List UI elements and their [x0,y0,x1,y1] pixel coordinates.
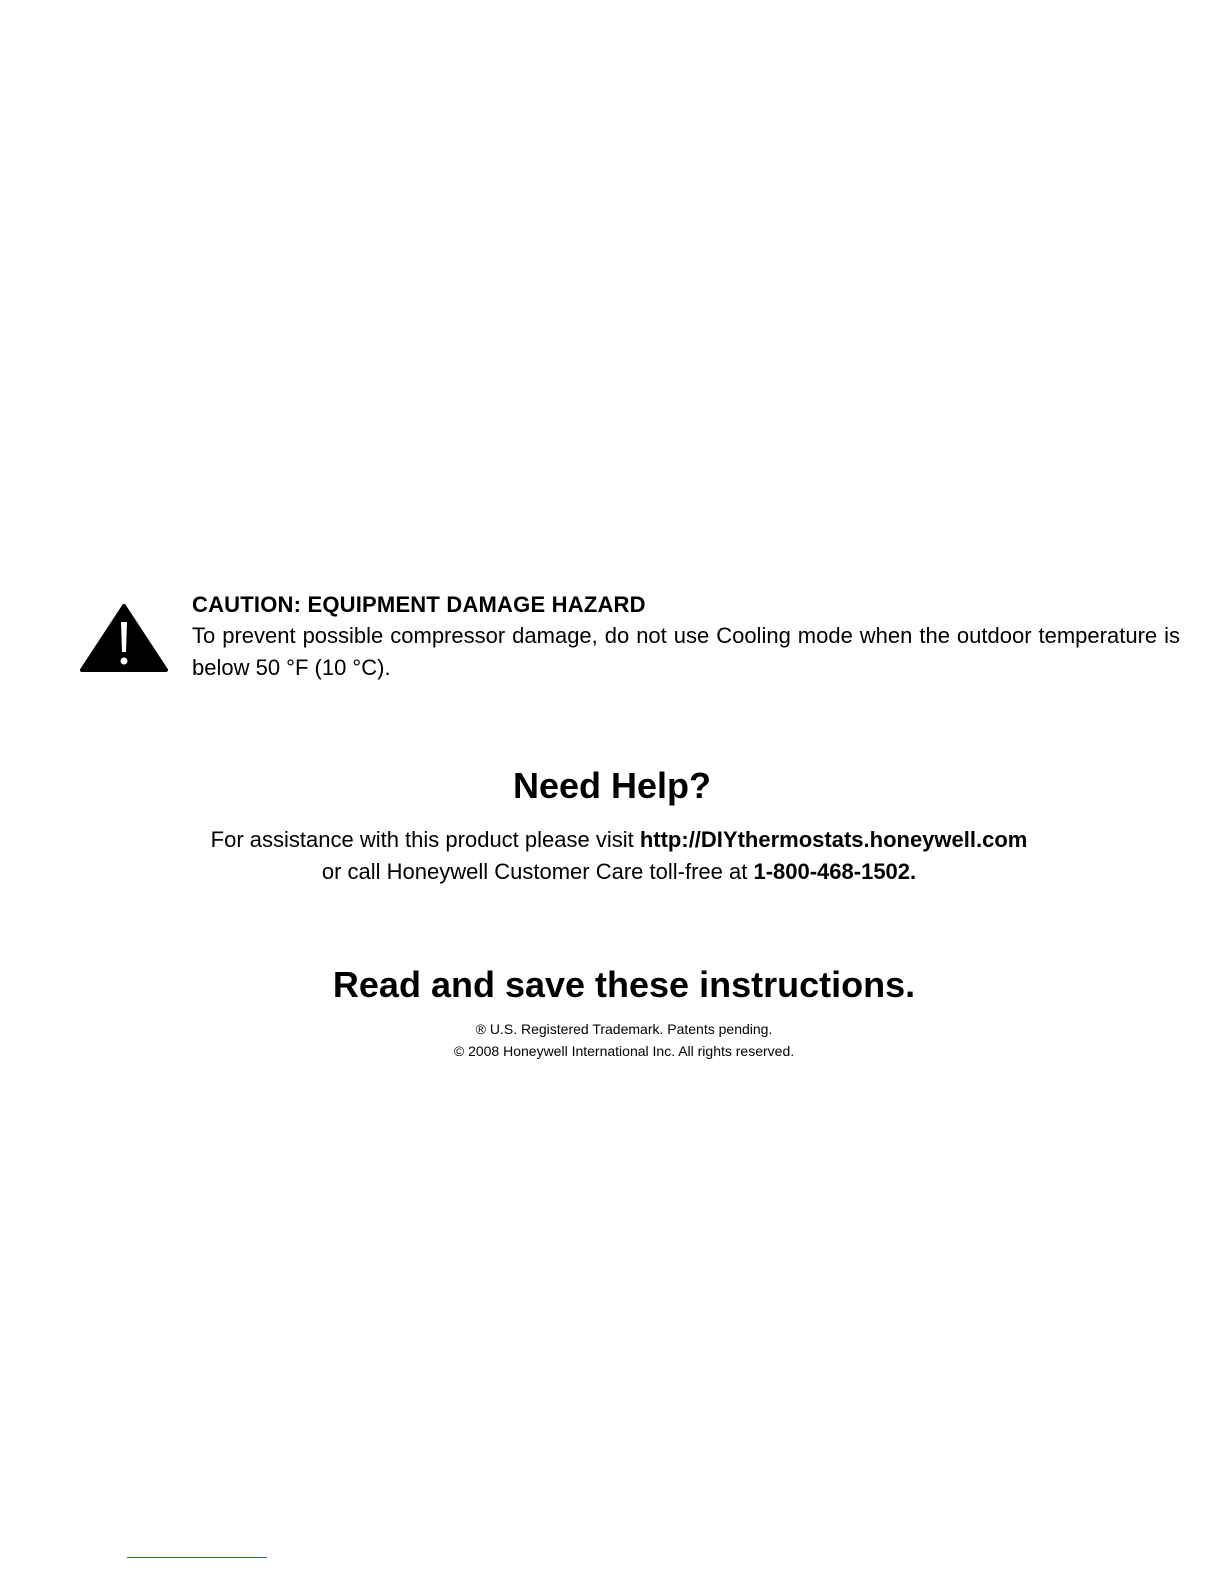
warning-triangle-icon [80,602,168,672]
trademark-line: ® U.S. Registered Trademark. Patents pending. [475,1021,773,1037]
copyright-line: © 2008 Honeywell International Inc. All rights reserved. [453,1043,795,1059]
help-title: Need Help? [512,765,712,806]
caution-block [80,590,1180,690]
help-line-1-text: For assistance with this product please visit [210,827,640,852]
caution-text [192,590,1180,684]
caution-title: CAUTION: EQUIPMENT DAMAGE HAZARD [192,592,646,617]
help-line-1 [0,824,1224,856]
help-line-2-text: or call Honeywell Customer Care toll-free at [321,859,754,884]
help-url-link[interactable]: http://DIYthermostats.honeywell.com [639,827,1028,852]
caution-body: To prevent possible compressor damage, do not use Cooling mode when the outdoor temperature is below 50 °F (10 °C). [192,623,1180,680]
legal-notice [0,1018,1224,1062]
help-line-2 [0,856,1224,888]
help-phone-number: 1-800-468-1502. [753,859,917,884]
help-lines [0,824,1224,888]
read-instructions-title: Read and save these instructions. [332,964,916,1005]
footnote-rule [127,1557,267,1558]
